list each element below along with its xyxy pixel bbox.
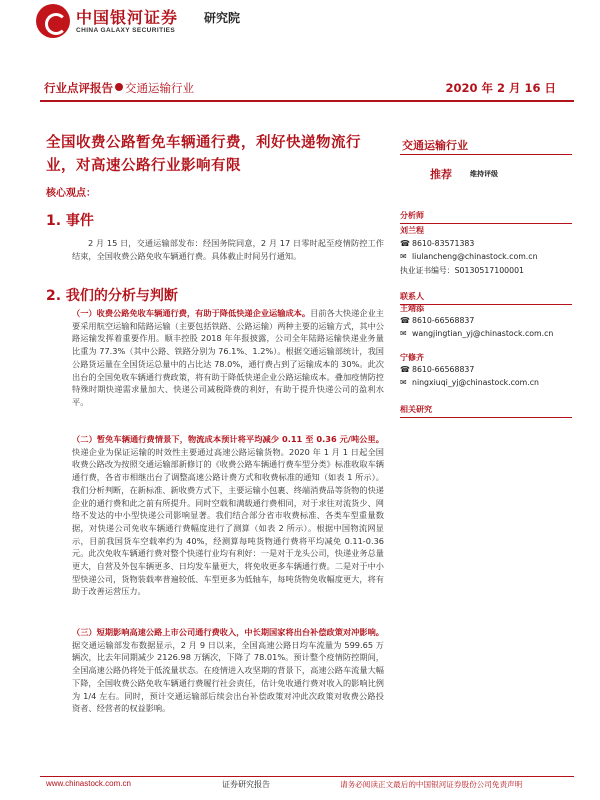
- report-topbar: [40, 76, 574, 102]
- phone-icon: ☎: [400, 316, 410, 325]
- report-title: 全国收费公路暂免车辆通行费，利好快递物流行业，对高速公路行业影响有限: [46, 135, 361, 174]
- contact-2-email[interactable]: ningxiuqi_yj@chinastock.com.cn: [412, 378, 539, 387]
- analyst-name: 刘兰程: [400, 226, 424, 235]
- footer-site-link[interactable]: www.chinastock.com.cn: [46, 779, 131, 788]
- paragraph-2-text: 快递企业为保证运输的时效性主要通过高速公路运输货物。2020 年 1 月 1 日起全国收费公路改为按照交通运输部新修订的《收费公路车辆通行费车型分类》标准收取车辆通行费，各省市相继出台了调整高速公路计费方式和收费标准的通知（如表 1 所示）。我们分析判断，在新标准、新收费方式下，主要运输小包裹、终端消费品等货物的快递企业的通行费和此之前有所提升。同时空载和满载通行费相同，对于求往对流货少、网络不发达的中小型快递公司影响显著。我们结合部分省市收费标准、各类车型重量数据，对快递公司免收车辆通行费幅度进行了测算（如表 2 所示）。根据中国物流网显示，目前我国货车空载率约为 40%，经测算每吨货物通行费将平均减免 0.11-0.36 元。此次免收车辆通行费对整个快递行业均有利好：一是对于龙头公司，快递业务总量更大，自营及外包车辆更多、日均发车量更大，将免收更多车辆通行费。二是对于中小型快递公司，货物装载率普遍较低、车型更多为低轴车，每吨货物免收幅度更大，将有助于改善运营压力。: [72, 446, 384, 597]
- institute-label: 研究院: [204, 11, 241, 25]
- section-2-title: 2. 我们的分析与判断: [46, 288, 178, 304]
- contact-2-email-row[interactable]: [400, 378, 539, 387]
- analyst-phone: 8610-83571383: [412, 239, 475, 248]
- contact-heading: 联系人: [400, 291, 572, 305]
- email-icon: ✉: [400, 252, 407, 261]
- email-icon: ✉: [400, 378, 407, 387]
- contact-2-phone: 8610-66568837: [412, 365, 475, 374]
- core-viewpoint-label: 核心观点：: [46, 188, 96, 199]
- topbar-left: [44, 80, 194, 96]
- paragraph-2-heading: （二）暂免车辆通行费情景下，物流成本预计将平均减少 0.11 至 0.36 元/吨公里。: [72, 434, 384, 444]
- section-2-paragraph-1: [72, 307, 384, 409]
- email-icon: ✉: [400, 329, 407, 338]
- phone-icon: ☎: [400, 365, 410, 374]
- sidebar-sector: 交通运输行业: [402, 139, 468, 152]
- contact-2-name: 宁修齐: [400, 353, 424, 362]
- section-1-body: 2 月 15 日，交通运输部发布：经国务院同意，2 月 17 日零时起至疫情防控工作结束，全国收费公路免收车辆通行费。具体截止时间另行通知。: [72, 238, 384, 261]
- paragraph-3-text: 据交通运输部发布数据显示，2 月 9 日以来，全国高速公路日均车流量为 599.65 万辆次，比去年同期减少 2126.98 万辆次，下降了 78.01%。预计整个疫情防控期间，全国高速公路仍将处于低流量状态。在疫情进入攻坚期的背景下，高速公路车流量大幅下降，全国收费公路免收车辆通行费履行社会责任，估计免收通行费对收入的影响比例为 1/4 左右。同时，预计交通运输部后续会出台补偿政策对冲此次政策对收费公路投资者、经营者的权益影响。: [72, 639, 384, 714]
- paragraph-1-text: 目前各大快递企业主要采用航空运输和陆路运输（主要包括铁路、公路运输）两种主要的运输方式，其中公路运输发挥着重要作用。顺丰控股 2018 年年报披露，公司全年陆路运输快递业务量比重为 77.3%（其中公路、铁路分别为 76.1%、1.2%）。根据交通运输部统计，我国公路货运量在全国货运总量中的占比达 78.0%，通行费占到了运输成本的 30%。此次出台的全国免收车辆通行费政策，将有助于降低快递企业公路运输成本。叠加疫情防控特殊时期快递需求量加大、快递公司减税降费的利好，有助于提升快递公司的盈利水平。: [72, 308, 384, 407]
- contact-2-phone-row: [400, 365, 474, 374]
- analyst-email[interactable]: liulancheng@chinastock.com.cn: [412, 252, 538, 261]
- contact-1-email[interactable]: wangjingtian_yj@chinastock.com.cn: [412, 329, 554, 338]
- report-date: 2020 年 2 月 16 日: [445, 81, 556, 95]
- paragraph-1-heading: （一）收费公路免收车辆通行费，有助于降低快递企业运输成本。: [72, 308, 311, 318]
- sidebar-divider: [400, 154, 572, 155]
- contact-1-email-row[interactable]: [400, 329, 553, 338]
- footer-divider: [40, 776, 574, 777]
- contact-1-phone-row: [400, 316, 474, 325]
- analyst-license: 执业证书编号：S0130517100001: [400, 266, 525, 275]
- rating-label: 推荐: [430, 168, 452, 181]
- section-2-paragraph-3: [72, 626, 384, 715]
- footer-disclaimer: 请务必阅读正文最后的中国银河证券股份公司免责声明: [340, 780, 523, 789]
- analyst-email-row[interactable]: [400, 252, 538, 261]
- phone-icon: ☎: [400, 239, 410, 248]
- analyst-phone-row: [400, 239, 474, 248]
- section-1-title: 1. 事件: [46, 213, 94, 229]
- header: [0, 0, 600, 70]
- section-2-paragraph-2: [72, 433, 384, 598]
- bullet-dot-icon: [115, 83, 123, 91]
- report-sector: 交通运输行业: [125, 81, 194, 95]
- brand-name-cn: 中国银河证券: [76, 8, 179, 27]
- contact-1-name: 王靖添: [400, 304, 424, 313]
- rating-note: 维持评级: [470, 170, 498, 178]
- footer-report-type: 证券研究报告: [222, 780, 270, 789]
- brand-name-en: CHINA GALAXY SECURITIES: [76, 27, 176, 34]
- paragraph-3-heading: （三）短期影响高速公路上市公司通行费收入，中长期国家将出台补偿政策对冲影响。: [72, 627, 384, 637]
- report-type: 行业点评报告: [44, 81, 113, 95]
- brand-logo-icon: [36, 4, 70, 38]
- related-research-heading: 相关研究: [400, 404, 572, 418]
- analyst-heading: 分析师: [400, 210, 572, 224]
- contact-1-phone: 8610-66568837: [412, 316, 475, 325]
